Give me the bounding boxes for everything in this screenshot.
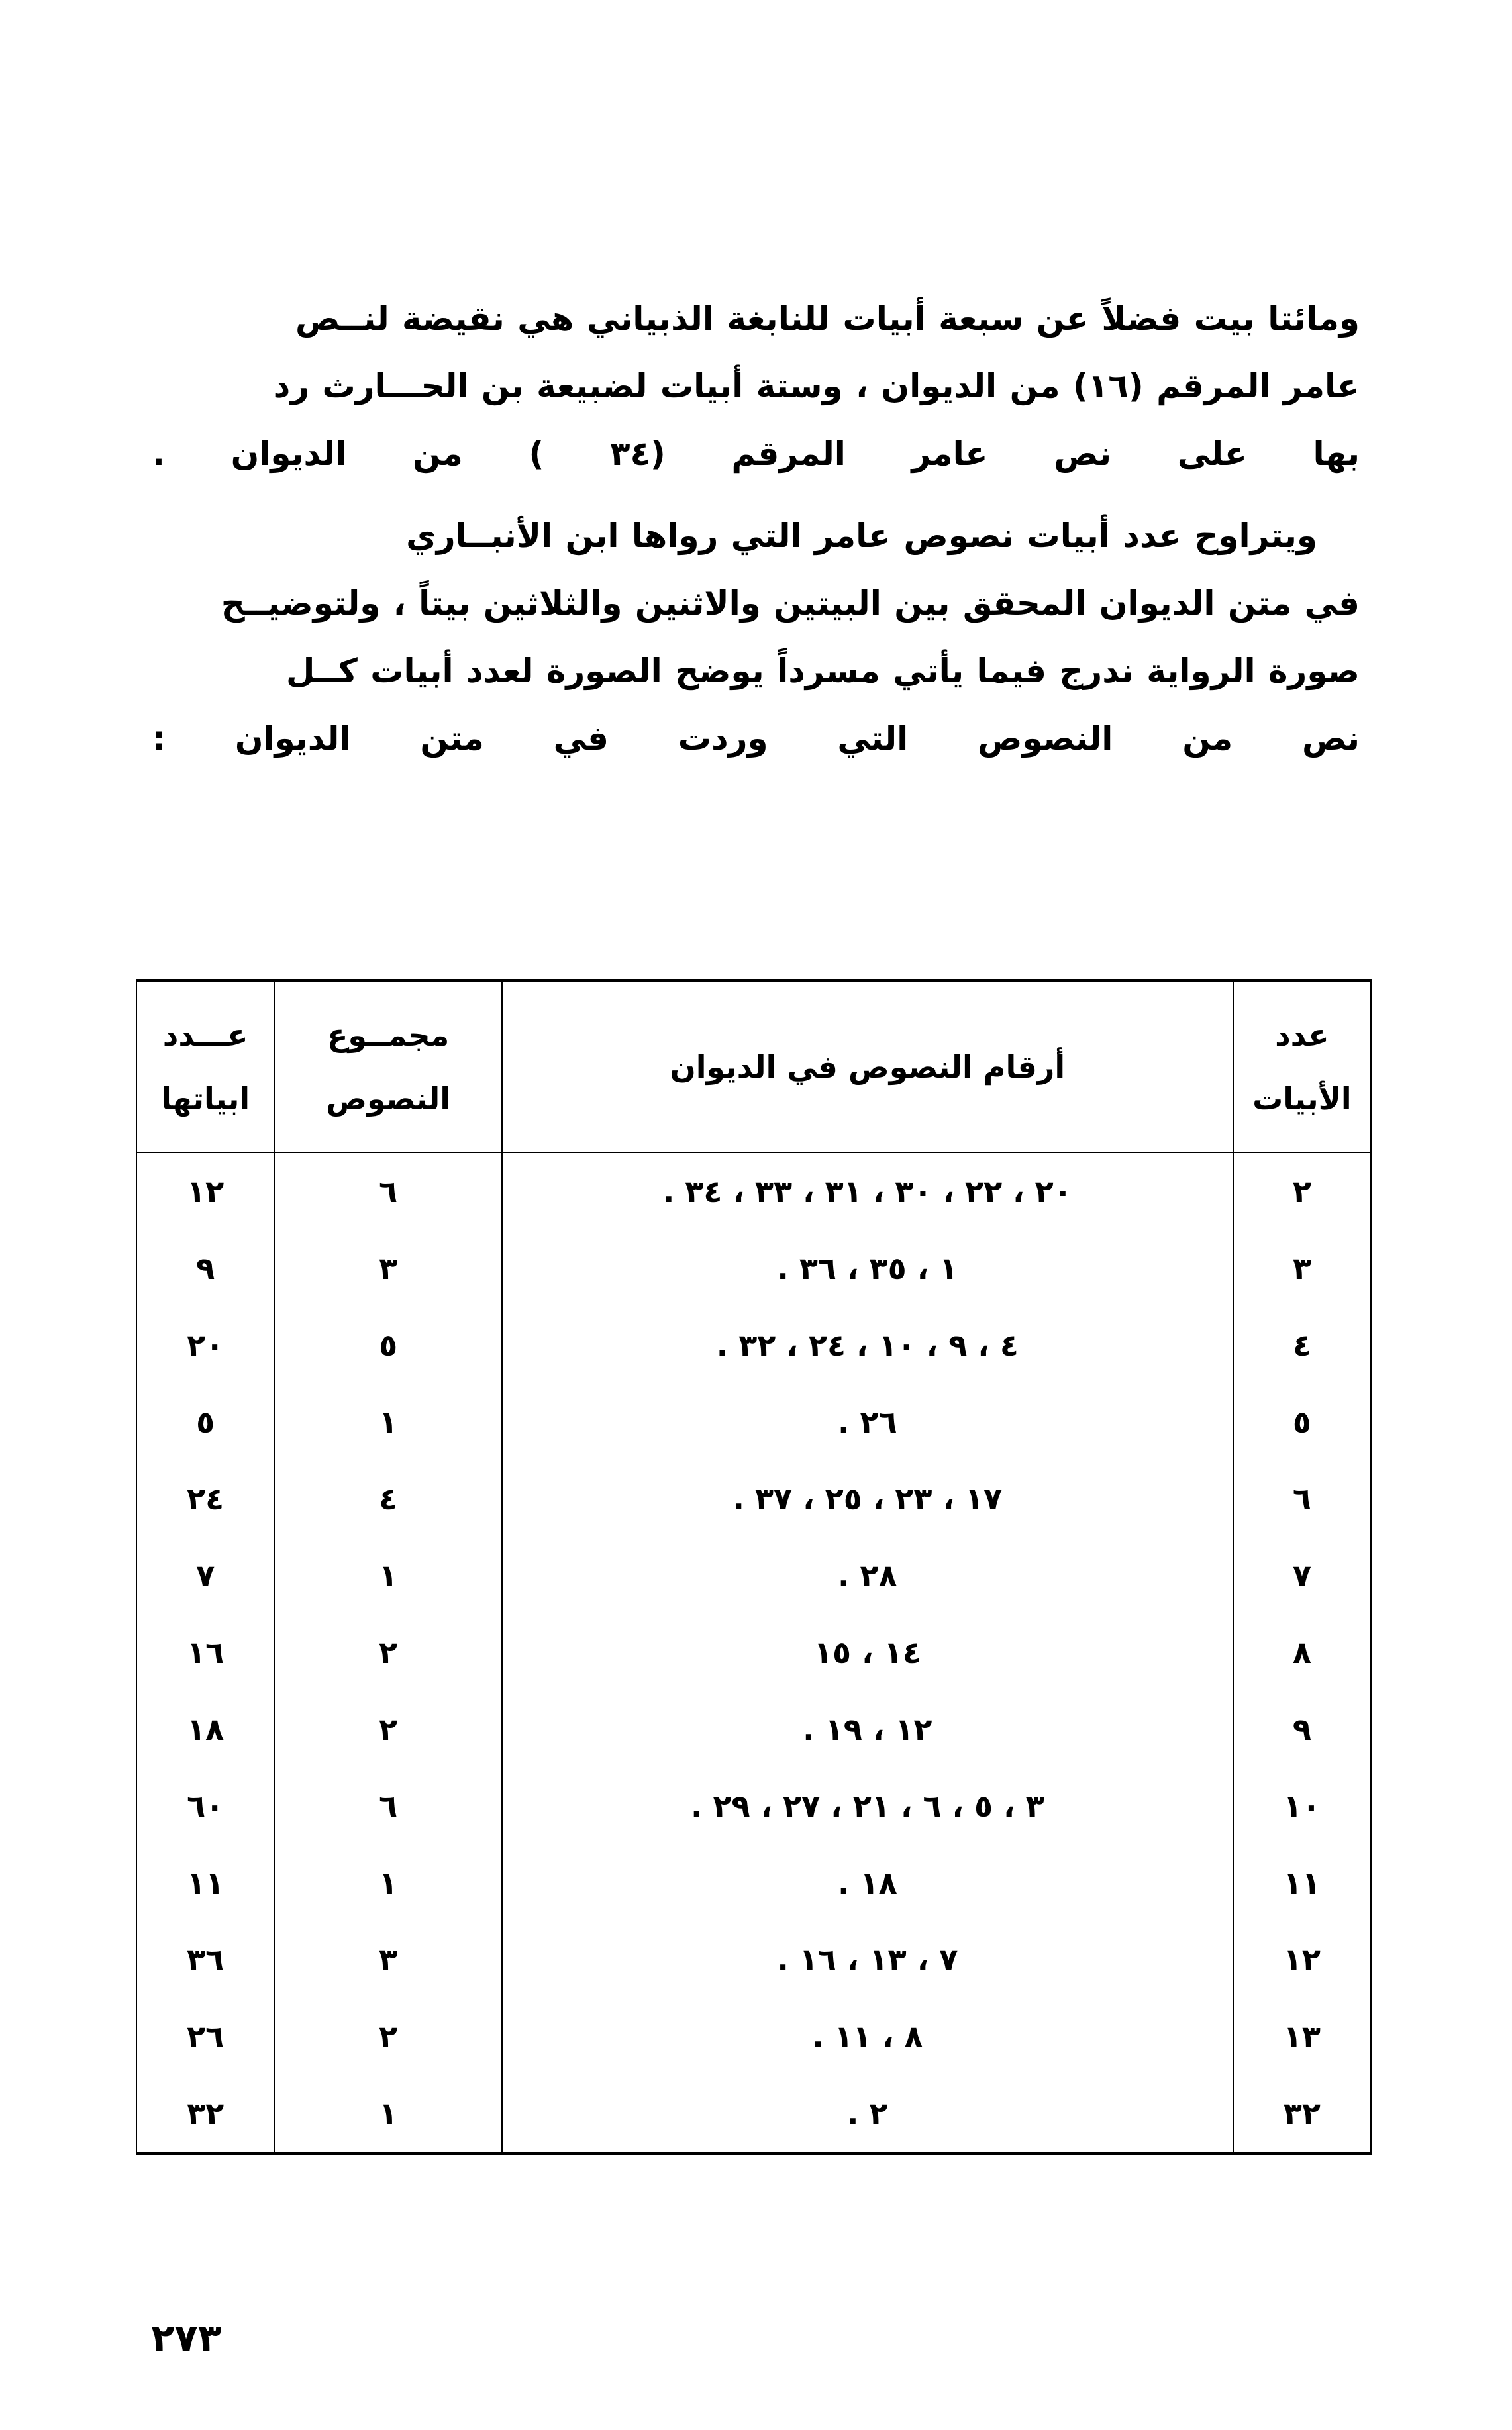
header-verses-count (1233, 981, 1371, 1153)
cell-texts-total: ٤ (274, 1460, 502, 1537)
table-row (136, 1998, 1371, 2075)
cell-their-verses-count: ٢٠ (136, 1307, 274, 1384)
table-row (136, 1537, 1371, 1614)
page-body-text (152, 285, 1360, 776)
table-row (136, 1921, 1371, 1998)
cell-texts-total: ١ (274, 2075, 502, 2154)
cell-texts-total: ٢ (274, 1998, 502, 2075)
cell-verses-count: ١١ (1233, 1845, 1371, 1921)
cell-their-verses-count: ٧ (136, 1537, 274, 1614)
cell-their-verses-count: ١٦ (136, 1614, 274, 1691)
cell-verses-count: ٧ (1233, 1537, 1371, 1614)
cell-their-verses-count: ٣٦ (136, 1921, 274, 1998)
cell-their-verses-count: ١٨ (136, 1691, 274, 1768)
cell-verses-count: ١٣ (1233, 1998, 1371, 2075)
table-row (136, 2075, 1371, 2154)
cell-verses-count: ٦ (1233, 1460, 1371, 1537)
cell-their-verses-count: ١١ (136, 1845, 274, 1921)
header-texts-total (274, 981, 502, 1153)
cell-texts-total: ٦ (274, 1152, 502, 1230)
cell-their-verses-count: ١٢ (136, 1152, 274, 1230)
cell-text-numbers: ٢ . (502, 2075, 1233, 2154)
paragraph-1 (152, 285, 1360, 487)
paragraph-1-line-2: عامر المرقم (١٦) من الديوان ، وستة أبيات لضبيعة بن الحـــارث رد (273, 367, 1360, 405)
paragraph-1-line-3: بها على نص عامر المرقم (٣٤ ) من الديوان . (152, 434, 1360, 473)
header-verses-count-line1: عدد (1275, 1017, 1329, 1053)
table-row (136, 1460, 1371, 1537)
cell-texts-total: ٣ (274, 1921, 502, 1998)
header-text-numbers: أرقام النصوص في الديوان (502, 981, 1233, 1153)
header-texts-total-line2: النصوص (326, 1081, 451, 1117)
cell-text-numbers: ١ ، ٣٥ ، ٣٦ . (502, 1230, 1233, 1307)
paragraph-2-line-3: صورة الرواية ندرج فيما يأتي مسرداً يوضح الصورة لعدد أبيات كــل (285, 652, 1360, 690)
cell-text-numbers: ٣ ، ٥ ، ٦ ، ٢١ ، ٢٧ ، ٢٩ . (502, 1768, 1233, 1845)
cell-verses-count: ١٠ (1233, 1768, 1371, 1845)
table-row (136, 1152, 1371, 1230)
cell-text-numbers: ٧ ، ١٣ ، ١٦ . (502, 1921, 1233, 1998)
paragraph-2-line-2: في متن الديوان المحقق بين البيتين والاثنين والثلاثين بيتاً ، ولتوضيــح (221, 584, 1360, 623)
cell-verses-count: ٣٢ (1233, 2075, 1371, 2154)
cell-texts-total: ١ (274, 1845, 502, 1921)
cell-verses-count: ٣ (1233, 1230, 1371, 1307)
cell-verses-count: ٢ (1233, 1152, 1371, 1230)
cell-text-numbers: ٢٨ . (502, 1537, 1233, 1614)
cell-texts-total: ٢ (274, 1691, 502, 1768)
cell-their-verses-count: ٥ (136, 1384, 274, 1460)
table-row (136, 1307, 1371, 1384)
paragraph-2-line-4: نص من النصوص التي وردت في متن الديوان : (152, 719, 1360, 758)
cell-text-numbers: ٨ ، ١١ . (502, 1998, 1233, 2075)
page-number: ٢٧٣ (151, 2315, 222, 2360)
cell-text-numbers: ٢٠ ، ٢٢ ، ٣٠ ، ٣١ ، ٣٣ ، ٣٤ . (502, 1152, 1233, 1230)
table-row (136, 1230, 1371, 1307)
cell-their-verses-count: ٩ (136, 1230, 274, 1307)
cell-verses-count: ٤ (1233, 1307, 1371, 1384)
cell-their-verses-count: ٦٠ (136, 1768, 274, 1845)
cell-text-numbers: ٤ ، ٩ ، ١٠ ، ٢٤ ، ٣٢ . (502, 1307, 1233, 1384)
header-their-verses-count-line2: ابياتها (161, 1081, 250, 1117)
verses-summary-table (136, 979, 1372, 2155)
header-texts-total-line1: مجمــوع (327, 1017, 450, 1053)
cell-text-numbers: ١٧ ، ٢٣ ، ٢٥ ، ٣٧ . (502, 1460, 1233, 1537)
cell-verses-count: ٨ (1233, 1614, 1371, 1691)
table-row (136, 1768, 1371, 1845)
table-header-row (136, 981, 1371, 1153)
header-their-verses-count-line1: عـــدد (162, 1017, 248, 1053)
paragraph-1-line-1: ومائتا بيت فضلاً عن سبعة أبيات للنابغة الذبياني هي نقيضة لنــص (295, 299, 1360, 338)
table-row (136, 1845, 1371, 1921)
paragraph-2 (152, 502, 1360, 772)
cell-their-verses-count: ٣٢ (136, 2075, 274, 2154)
cell-their-verses-count: ٢٦ (136, 1998, 274, 2075)
cell-texts-total: ٣ (274, 1230, 502, 1307)
table-header (136, 981, 1371, 1153)
header-their-verses-count (136, 981, 274, 1153)
cell-verses-count: ٥ (1233, 1384, 1371, 1460)
verses-summary-table-wrapper (136, 979, 1372, 2155)
cell-texts-total: ٥ (274, 1307, 502, 1384)
cell-text-numbers: ١٨ . (502, 1845, 1233, 1921)
header-verses-count-line2: الأبيات (1252, 1081, 1352, 1117)
cell-texts-total: ٢ (274, 1614, 502, 1691)
table-row (136, 1691, 1371, 1768)
cell-texts-total: ٦ (274, 1768, 502, 1845)
table-row (136, 1384, 1371, 1460)
table-row (136, 1614, 1371, 1691)
cell-texts-total: ١ (274, 1384, 502, 1460)
cell-text-numbers: ١٤ ، ١٥ (502, 1614, 1233, 1691)
cell-text-numbers: ٢٦ . (502, 1384, 1233, 1460)
table-body (136, 1152, 1371, 2154)
cell-texts-total: ١ (274, 1537, 502, 1614)
cell-verses-count: ١٢ (1233, 1921, 1371, 1998)
cell-their-verses-count: ٢٤ (136, 1460, 274, 1537)
paragraph-2-line-1: ويتراوح عدد أبيات نصوص عامر التي رواها ابن الأنبــاري (406, 517, 1317, 555)
cell-text-numbers: ١٢ ، ١٩ . (502, 1691, 1233, 1768)
cell-verses-count: ٩ (1233, 1691, 1371, 1768)
